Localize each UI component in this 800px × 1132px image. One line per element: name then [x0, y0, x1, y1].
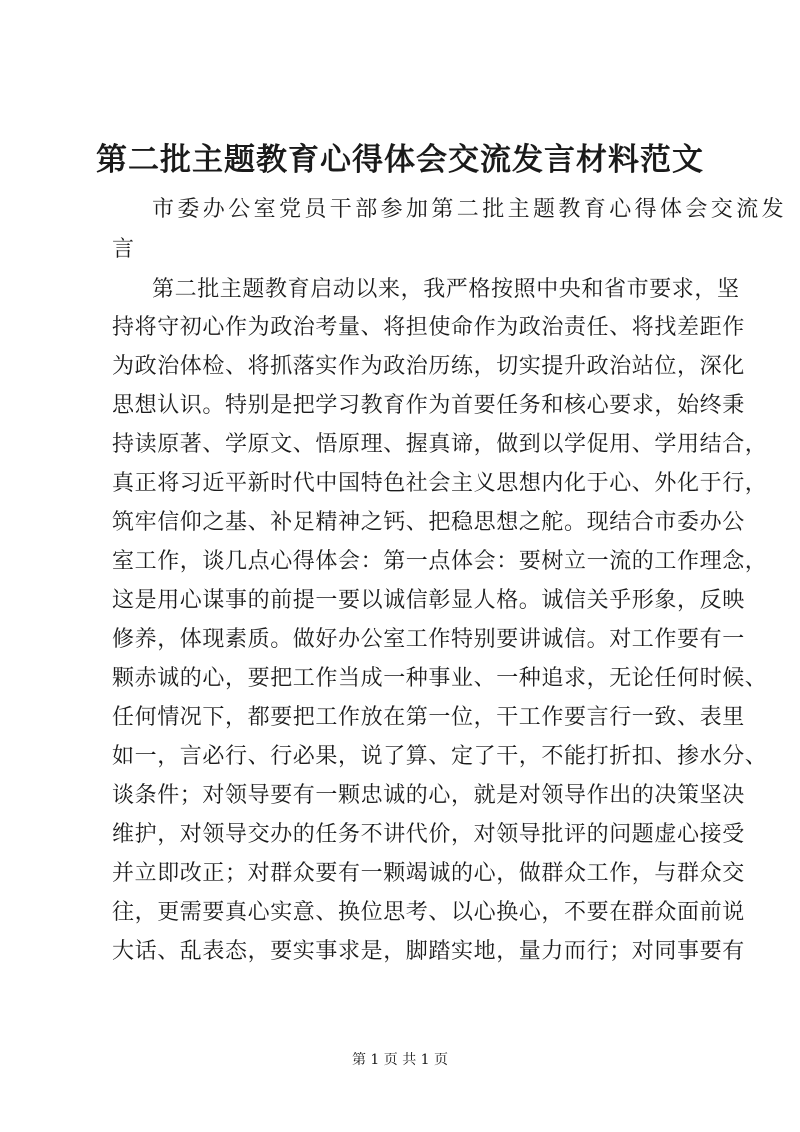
body-line: 为政治体检、将抓落实作为政治历练，切实提升政治站位，深化 [112, 354, 745, 379]
body-line: 如一，言必行、行必果，说了算、定了干，不能打折扣、掺水分、 [112, 744, 768, 769]
body-line: 颗赤诚的心，要把工作当成一种事业、一种追求，无论任何时候、 [112, 666, 768, 691]
body-line: 第二批主题教育启动以来，我严格按照中央和省市要求，坚 [152, 277, 740, 302]
body-line: 修养，体现素质。做好办公室工作特别要讲诚信。对工作要有一 [112, 627, 745, 652]
subtitle-line: 市委办公室党员干部参加第二批主题教育心得体会交流发 [152, 197, 788, 222]
subtitle-line: 言 [112, 237, 135, 262]
body-line: 大话、乱表态，要实事求是，脚踏实地，量力而行；对同事要有 [112, 939, 745, 964]
body-line: 并立即改正；对群众要有一颗竭诚的心，做群众工作，与群众交 [112, 861, 745, 886]
body-line: 室工作，谈几点心得体会：第一点体会：要树立一流的工作理念， [112, 549, 768, 574]
body-line: 往，更需要真心实意、换位思考、以心换心，不要在群众面前说 [112, 900, 745, 925]
body-line: 筑牢信仰之基、补足精神之钙、把稳思想之舵。现结合市委办公 [112, 510, 745, 535]
body-line: 谈条件；对领导要有一颗忠诚的心，就是对领导作出的决策坚决 [112, 783, 745, 808]
page-number-footer: 第 1 页 共 1 页 [351, 1052, 449, 1068]
body-line: 维护，对领导交办的任务不讲代价，对领导批评的问题虚心接受 [112, 822, 745, 847]
body-line: 这是用心谋事的前提一要以诚信彰显人格。诚信关乎形象，反映 [112, 588, 745, 613]
body-line: 持读原著、学原文、悟原理、握真谛，做到以学促用、学用结合， [112, 432, 768, 457]
body-line: 思想认识。特别是把学习教育作为首要任务和核心要求，始终秉 [112, 393, 745, 418]
body-line: 任何情况下，都要把工作放在第一位，干工作要言行一致、表里 [112, 705, 745, 730]
body-line: 持将守初心作为政治考量、将担使命作为政治责任、将找差距作 [112, 315, 745, 340]
page-title: 第二批主题教育心得体会交流发言材料范文 [96, 142, 704, 178]
body-line: 真正将习近平新时代中国特色社会主义思想内化于心、外化于行， [112, 471, 768, 496]
